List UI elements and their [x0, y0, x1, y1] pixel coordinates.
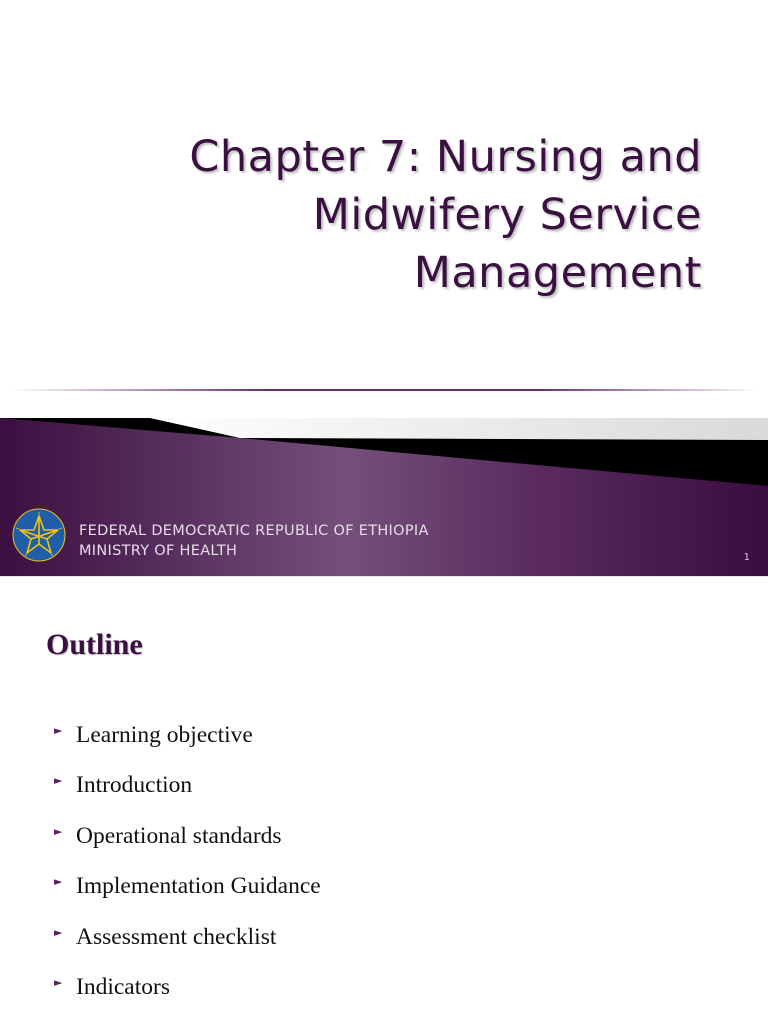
triangle-bullet-icon: ►: [54, 724, 63, 737]
title-line-2: Midwifery Service: [312, 190, 702, 240]
list-item-text: Indicators: [76, 973, 170, 1000]
list-item-text: Assessment checklist: [76, 923, 277, 950]
outline-heading: Outline: [46, 628, 143, 661]
triangle-bullet-icon: ►: [54, 925, 63, 939]
outline-list: [54, 718, 321, 1020]
list-item: [54, 920, 321, 970]
org-line-2: MINISTRY OF HEALTH: [79, 543, 238, 559]
title-line-1: Chapter 7: Nursing and: [189, 132, 702, 182]
list-item-text: Implementation Guidance: [76, 873, 321, 900]
list-item: [54, 970, 321, 1020]
triangle-bullet-icon: ►: [54, 875, 63, 889]
org-line-1: FEDERAL DEMOCRATIC REPUBLIC OF ETHIOPIA: [79, 523, 429, 539]
triangle-bullet-icon: ►: [54, 975, 63, 989]
list-item: [54, 768, 321, 818]
list-item-text: Operational standards: [76, 822, 282, 849]
slide-title: [82, 128, 702, 302]
list-item: [54, 869, 321, 919]
page-divider: [0, 576, 768, 577]
title-underline: [10, 389, 760, 391]
list-item-text: Introduction: [76, 772, 193, 799]
slide-number: 1: [743, 552, 750, 563]
triangle-bullet-icon: ►: [54, 824, 63, 838]
list-item: [54, 718, 321, 768]
list-item-text: Learning objective: [76, 722, 253, 748]
triangle-bullet-icon: ►: [54, 774, 63, 788]
ethiopian-emblem-icon: [12, 508, 66, 562]
list-item: [54, 819, 321, 869]
title-line-3: Management: [413, 248, 702, 298]
ministry-caption: [79, 521, 429, 561]
